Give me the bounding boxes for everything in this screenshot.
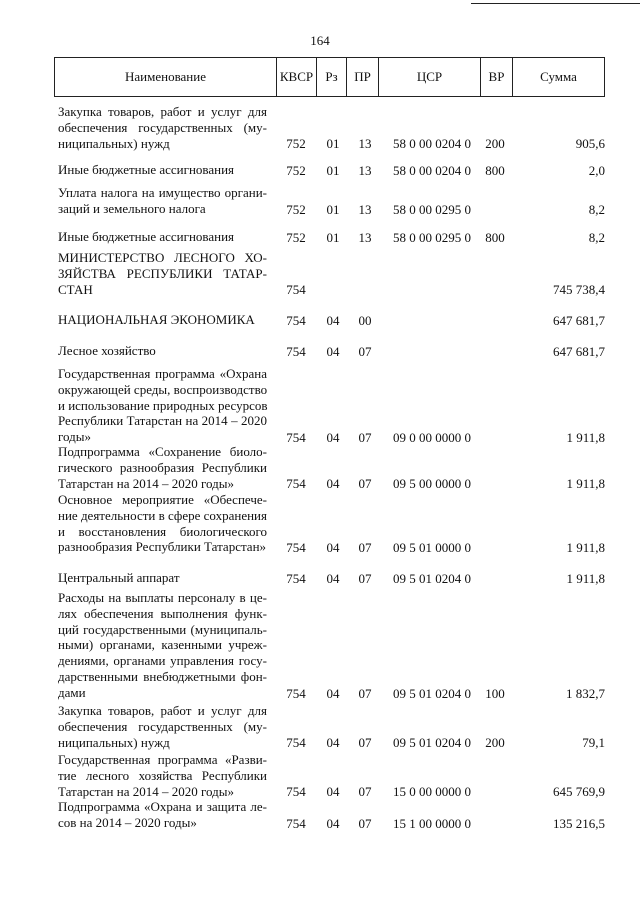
row-sum: 79,1 xyxy=(582,735,605,750)
row-name-line: СТАН xyxy=(58,281,93,297)
row-kvsr: 752 xyxy=(286,163,306,178)
row-sum: 647 681,7 xyxy=(553,313,605,328)
row-pr: 00 xyxy=(358,313,372,328)
table-row xyxy=(0,312,640,328)
row-name-line: Подпрограмма «Охрана и защита ле- xyxy=(58,799,267,814)
row-vr: 800 xyxy=(485,163,505,178)
row-name xyxy=(58,752,267,799)
table-row xyxy=(0,162,640,178)
row-rz: 04 xyxy=(326,344,340,359)
row-csr: 09 5 01 0204 0 xyxy=(393,735,471,750)
table-row xyxy=(0,185,640,217)
row-pr: 13 xyxy=(358,202,372,217)
row-sum: 1 911,8 xyxy=(566,476,605,491)
row-name-line: Государственная программа «Разви- xyxy=(58,752,267,767)
row-name xyxy=(58,343,267,359)
header-sum: Сумма xyxy=(540,69,577,84)
row-kvsr: 754 xyxy=(286,282,306,297)
row-name xyxy=(58,185,267,217)
row-name-line: ЗЯЙСТВА РЕСПУБЛИКИ ТАТАР- xyxy=(58,265,267,281)
row-pr: 07 xyxy=(358,686,372,701)
row-pr: 13 xyxy=(358,163,372,178)
row-name-line: ниципальных) нужд xyxy=(58,734,170,750)
table-row xyxy=(0,570,640,586)
row-kvsr: 752 xyxy=(286,230,306,245)
row-name-line: Закупка товаров, работ и услуг для xyxy=(58,703,267,718)
row-pr: 07 xyxy=(358,344,372,359)
row-csr: 09 5 01 0204 0 xyxy=(393,571,471,586)
row-kvsr: 754 xyxy=(286,430,306,445)
row-rz: 04 xyxy=(326,313,340,328)
row-name-line: годы» xyxy=(58,429,91,445)
row-name xyxy=(58,590,267,701)
table-row xyxy=(0,343,640,359)
row-sum: 745 738,4 xyxy=(553,282,605,297)
row-kvsr: 754 xyxy=(286,571,306,586)
row-sum: 1 911,8 xyxy=(566,540,605,555)
row-vr: 800 xyxy=(485,230,505,245)
header-vr: ВР xyxy=(481,58,513,96)
row-rz: 01 xyxy=(326,230,340,245)
header-kvsr: КВСР xyxy=(277,58,317,96)
row-name-line: обеспечения государственных (му- xyxy=(58,718,267,734)
row-kvsr: 754 xyxy=(286,344,306,359)
row-sum: 647 681,7 xyxy=(553,344,605,359)
row-name-line: Основное мероприятие «Обеспече- xyxy=(58,492,267,507)
page-number: 164 xyxy=(310,33,330,48)
row-kvsr: 754 xyxy=(286,784,306,799)
row-rz: 04 xyxy=(326,430,340,445)
row-name-line: Государственная программа «Охрана xyxy=(58,366,267,381)
row-name-line: Иные бюджетные ассигнования xyxy=(58,162,235,177)
row-pr: 07 xyxy=(358,784,372,799)
row-name-line: Закупка товаров, работ и услуг для xyxy=(58,104,267,119)
row-pr: 07 xyxy=(358,735,372,750)
row-csr: 15 1 00 0000 0 xyxy=(393,816,471,831)
row-rz: 01 xyxy=(326,202,340,217)
row-kvsr: 754 xyxy=(286,686,306,701)
row-name-line: Республики Татарстан на 2014 – 2020 xyxy=(58,413,267,429)
row-name-line: заций и земельного налога xyxy=(58,200,206,216)
row-sum: 645 769,9 xyxy=(553,784,605,799)
row-name xyxy=(58,104,267,151)
row-csr: 58 0 00 0295 0 xyxy=(393,202,471,217)
row-name xyxy=(58,799,267,831)
row-name xyxy=(58,444,267,491)
row-name xyxy=(58,703,267,750)
row-kvsr: 754 xyxy=(286,816,306,831)
row-name-line: ций государственными (муниципаль- xyxy=(58,621,267,637)
row-csr: 09 5 01 0204 0 xyxy=(393,686,471,701)
row-csr: 09 5 00 0000 0 xyxy=(393,476,471,491)
row-rz: 04 xyxy=(326,784,340,799)
row-name-line: Расходы на выплаты персоналу в це- xyxy=(58,590,267,605)
row-name xyxy=(58,570,267,586)
row-pr: 07 xyxy=(358,571,372,586)
row-sum: 1 911,8 xyxy=(566,571,605,586)
row-csr: 58 0 00 0204 0 xyxy=(393,163,471,178)
row-pr: 07 xyxy=(358,816,372,831)
row-rz: 04 xyxy=(326,686,340,701)
table-row xyxy=(0,590,640,701)
row-rz: 04 xyxy=(326,735,340,750)
row-kvsr: 752 xyxy=(286,202,306,217)
row-name xyxy=(58,312,267,328)
row-sum: 1 911,8 xyxy=(566,430,605,445)
row-name-line: Иные бюджетные ассигнования xyxy=(58,229,235,244)
row-name-line: Уплата налога на имущество органи- xyxy=(58,185,267,200)
row-csr: 58 0 00 0295 0 xyxy=(393,230,471,245)
row-vr: 200 xyxy=(485,735,505,750)
row-name xyxy=(58,162,267,178)
row-vr: 200 xyxy=(485,136,505,151)
row-pr: 07 xyxy=(358,430,372,445)
table-row xyxy=(0,444,640,491)
row-name-line: обеспечения государственных (му- xyxy=(58,119,267,135)
table-row xyxy=(0,250,640,297)
row-csr: 15 0 00 0000 0 xyxy=(393,784,471,799)
table-row xyxy=(0,104,640,151)
row-name-line: ние деятельности в сфере сохранения xyxy=(58,507,267,523)
row-csr: 09 0 00 0000 0 xyxy=(393,430,471,445)
row-name-line: Подпрограмма «Сохранение биоло- xyxy=(58,444,267,459)
row-name xyxy=(58,229,267,245)
row-name-line: ниципальных) нужд xyxy=(58,135,170,151)
table-row xyxy=(0,799,640,831)
row-name xyxy=(58,492,267,555)
row-kvsr: 754 xyxy=(286,313,306,328)
row-name-line: Центральный аппарат xyxy=(58,570,180,585)
table-row xyxy=(0,492,640,555)
table-row xyxy=(0,366,640,445)
table-row xyxy=(0,229,640,245)
table-row xyxy=(0,752,640,799)
row-rz: 01 xyxy=(326,163,340,178)
row-kvsr: 754 xyxy=(286,735,306,750)
header-pr: ПР xyxy=(347,58,379,96)
row-sum: 8,2 xyxy=(588,230,605,245)
row-name-line: и восстановления биологического xyxy=(58,523,267,539)
row-name-line: разнообразия Республики Татарстан» xyxy=(58,539,267,555)
row-name xyxy=(58,366,267,445)
row-name-line: тие лесного хозяйства Республики xyxy=(58,767,267,783)
row-name-line: сов на 2014 – 2020 годы» xyxy=(58,814,197,830)
row-name-line: лях обеспечения выполнения функ- xyxy=(58,605,267,621)
header-csr: ЦСР xyxy=(379,58,481,96)
row-name-line: дарственными внебюджетными фон- xyxy=(58,668,267,684)
header-rz: Рз xyxy=(317,58,347,96)
row-name-line: МИНИСТЕРСТВО ЛЕСНОГО ХО- xyxy=(58,250,267,265)
row-rz: 04 xyxy=(326,540,340,555)
row-pr: 13 xyxy=(358,230,372,245)
row-name-line: НАЦИОНАЛЬНАЯ ЭКОНОМИКА xyxy=(58,312,255,327)
row-kvsr: 754 xyxy=(286,476,306,491)
row-pr: 07 xyxy=(358,540,372,555)
row-sum: 1 832,7 xyxy=(566,686,605,701)
row-name-line: гического разнообразия Республики xyxy=(58,459,267,475)
row-kvsr: 752 xyxy=(286,136,306,151)
table-row xyxy=(0,703,640,750)
row-sum: 135 216,5 xyxy=(553,816,605,831)
row-pr: 13 xyxy=(358,136,372,151)
row-name-line: Татарстан на 2014 – 2020 годы» xyxy=(58,475,234,491)
table-header xyxy=(54,57,605,97)
row-csr: 09 5 01 0000 0 xyxy=(393,540,471,555)
row-csr: 58 0 00 0204 0 xyxy=(393,136,471,151)
row-rz: 04 xyxy=(326,476,340,491)
row-pr: 07 xyxy=(358,476,372,491)
row-sum: 8,2 xyxy=(588,202,605,217)
row-name xyxy=(58,250,267,297)
header-name: Наименование xyxy=(55,58,277,96)
row-name-line: окружающей среды, воспроизводство xyxy=(58,381,268,397)
top-rule xyxy=(471,3,640,4)
row-rz: 04 xyxy=(326,571,340,586)
row-vr: 100 xyxy=(485,686,505,701)
row-kvsr: 754 xyxy=(286,540,306,555)
row-name-line: дениями, органами управления госу- xyxy=(58,653,267,669)
row-name-line: дами xyxy=(58,684,86,700)
row-sum: 905,6 xyxy=(575,136,605,151)
row-name-line: ными) органами, казенными учреж- xyxy=(58,637,267,653)
row-rz: 04 xyxy=(326,816,340,831)
row-name-line: и использование природных ресурсов xyxy=(58,397,268,413)
row-name-line: Лесное хозяйство xyxy=(58,343,156,358)
row-rz: 01 xyxy=(326,136,340,151)
row-sum: 2,0 xyxy=(588,163,605,178)
row-name-line: Татарстан на 2014 – 2020 годы» xyxy=(58,783,234,799)
